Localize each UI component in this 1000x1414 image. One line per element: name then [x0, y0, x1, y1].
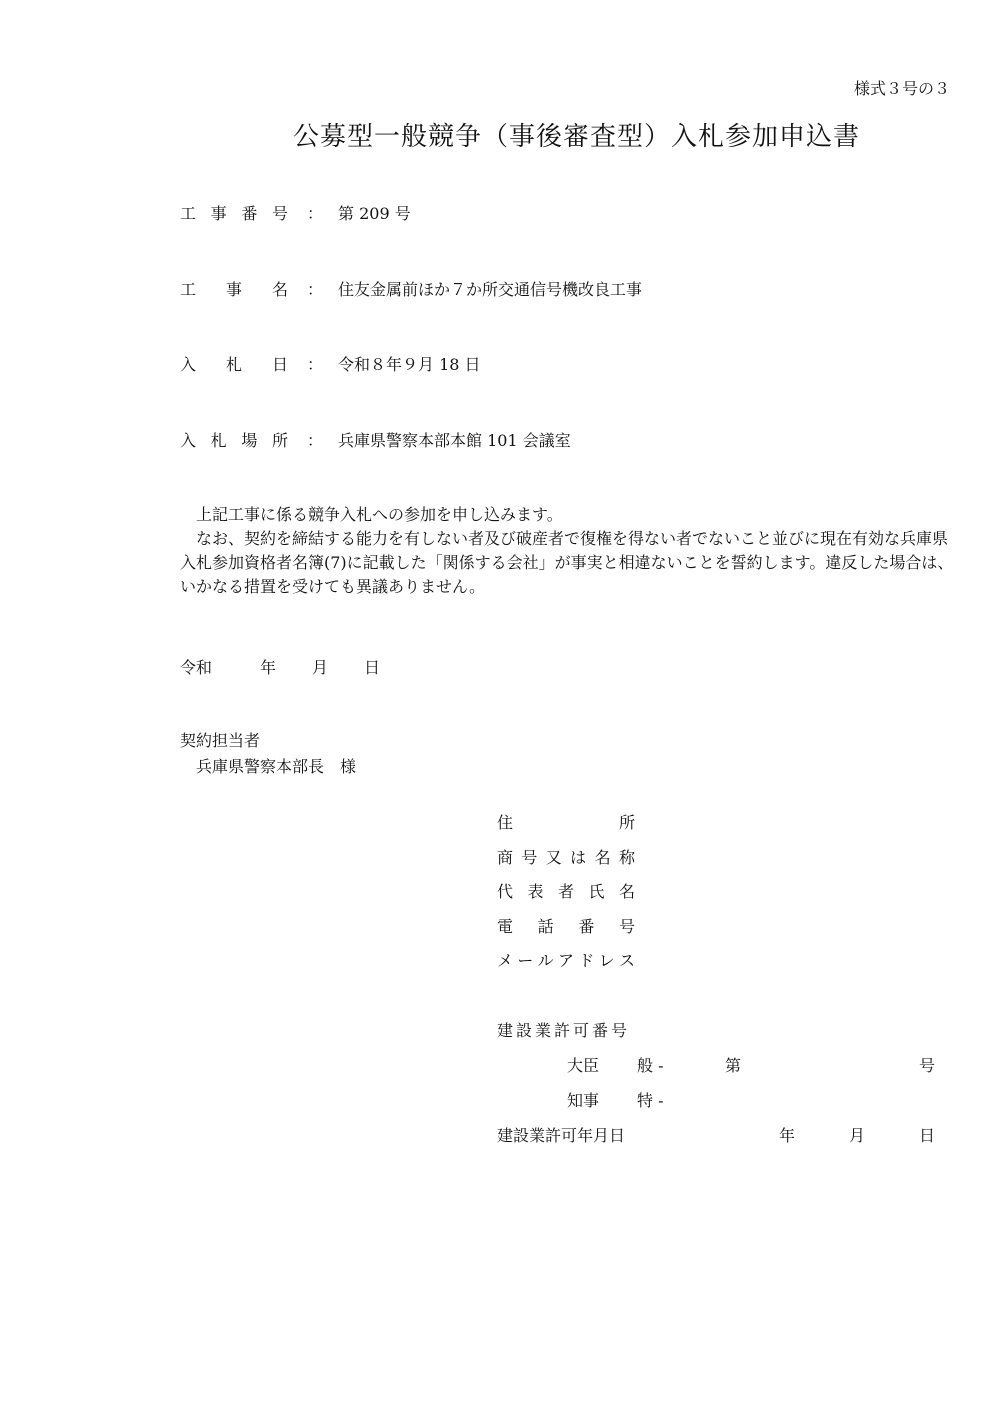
permit-year: 年	[779, 1126, 796, 1145]
label-bid-place: 入 札 場 所	[180, 431, 288, 450]
declaration	[180, 503, 960, 599]
permit-date-label: 建設業許可年月日	[497, 1126, 626, 1145]
permit-minister: 大臣	[567, 1056, 600, 1075]
permit-month: 月	[849, 1126, 866, 1145]
bid-date-value: 令和８年９月 18 日	[338, 355, 481, 374]
year-label: 年	[260, 658, 277, 677]
construction-number-value: 第 209 号	[338, 204, 411, 223]
addressee-name: 兵庫県警察本部長 様	[196, 757, 357, 776]
address-field-label: 住 所	[497, 813, 635, 832]
label-construction-name: 工 事 名	[180, 280, 288, 299]
colon: ：	[307, 204, 324, 223]
permit-number-heading: 建設業許可番号	[497, 1021, 631, 1040]
label-construction-number: 工 事 番 号	[180, 204, 288, 223]
email-field-label: メ ー ル ア ド レ ス	[497, 951, 635, 970]
representative-field-label: 代 表 者 氏 名	[497, 882, 635, 901]
permit-dai: 第	[725, 1056, 742, 1075]
declaration-line-2: なお、契約を締結する能力を有しない者及び破産者で復権を得ない者でないこと並びに現在有効な兵庫県入札参加資格者名簿(7)に記載した「関係する会社」が事実と相違ないことを誓約します。違反した場合は、いかなる措置を受けても異議ありません。	[180, 529, 954, 596]
company-name-field-label: 商 号 又 は 名 称	[497, 848, 635, 867]
colon: ：	[307, 280, 324, 299]
era-label: 令和	[180, 658, 213, 677]
addressee	[180, 728, 356, 780]
permit-special: 特 -	[637, 1091, 664, 1110]
permit-go: 号	[919, 1056, 936, 1075]
document-title: 公募型一般競争（事後審査型）入札参加申込書	[293, 122, 861, 152]
addressee-title: 契約担当者	[180, 731, 261, 750]
phone-field-label: 電 話 番 号	[497, 917, 635, 936]
day-label: 日	[364, 658, 381, 677]
form-number: 様式３号の３	[853, 79, 950, 98]
declaration-line-1: 上記工事に係る競争入札への参加を申し込みます。	[196, 505, 563, 524]
application-date	[180, 655, 380, 678]
permit-general: 般 -	[637, 1056, 664, 1075]
colon: ：	[307, 355, 324, 374]
bid-place-value: 兵庫県警察本部本館 101 会議室	[338, 431, 571, 450]
colon: ：	[307, 431, 324, 450]
permit-day: 日	[919, 1126, 936, 1145]
label-bid-date: 入 札 日	[180, 355, 288, 374]
month-label: 月	[312, 658, 329, 677]
construction-name-value: 住友金属前ほか７か所交通信号機改良工事	[338, 280, 643, 299]
permit-governor: 知事	[567, 1091, 600, 1110]
